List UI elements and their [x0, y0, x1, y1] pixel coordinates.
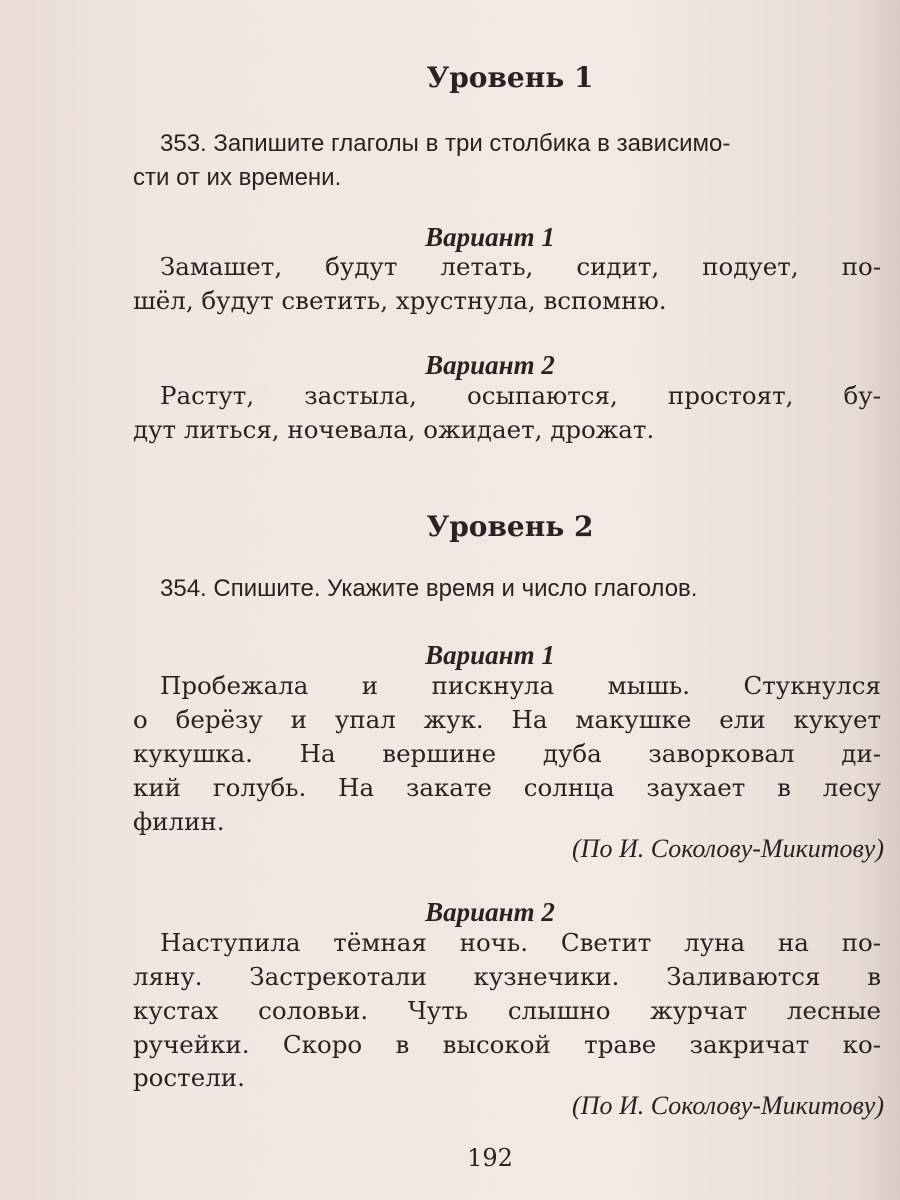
- variant-text-line: Замашет, будут летать, сидит, подует, по-: [160, 252, 881, 281]
- variant-text-line: Наступила тёмная ночь. Светит луна на по-: [160, 928, 881, 957]
- author-attribution: (По И. Соколову-Микитову): [572, 834, 884, 863]
- variant-text-line: филин.: [133, 807, 225, 836]
- variant-2-label: Вариант 2: [425, 897, 555, 927]
- variant-2-label: Вариант 2: [425, 350, 555, 380]
- variant-1-label: Вариант 1: [425, 222, 555, 252]
- variant-text-line: ростели.: [133, 1063, 245, 1092]
- variant-text-line: о берёзу и упал жук. На макушке ели кукует: [133, 705, 881, 734]
- task-353-line: 353. Запишите глаголы в три столбика в зависимо-: [160, 130, 731, 157]
- variant-text-line: Пробежала и пискнула мышь. Стукнулся: [160, 671, 881, 700]
- variant-text-line: шёл, будут светить, хрустнула, вспомню.: [133, 286, 667, 315]
- author-attribution: (По И. Соколову-Микитову): [572, 1091, 884, 1120]
- variant-text-line: дут литься, ночевала, ожидает, дрожат.: [133, 415, 655, 444]
- task-353-line: сти от их времени.: [133, 164, 342, 191]
- variant-text-line: Растут, застыла, осыпаются, простоят, бу-: [160, 381, 881, 410]
- variant-text-line: кустах соловьи. Чуть слышно журчат лесные: [133, 996, 881, 1025]
- variant-text-line: кий голубь. На закате солнца заухает в лесу: [133, 773, 881, 802]
- page-number: 192: [467, 1144, 513, 1172]
- variant-text-line: кукушка. На вершине дуба заворковал ди-: [133, 739, 881, 768]
- variant-text-line: ляну. Застрекотали кузнечики. Заливаются в: [133, 962, 881, 991]
- level-1-heading: Уровень 1: [426, 61, 594, 94]
- variant-1-label: Вариант 1: [425, 640, 555, 670]
- variant-text-line: ручейки. Скоро в высокой траве закричат ко-: [133, 1030, 881, 1059]
- task-354-line: 354. Спишите. Укажите время и число глаголов.: [160, 575, 698, 602]
- level-2-heading: Уровень 2: [426, 510, 594, 543]
